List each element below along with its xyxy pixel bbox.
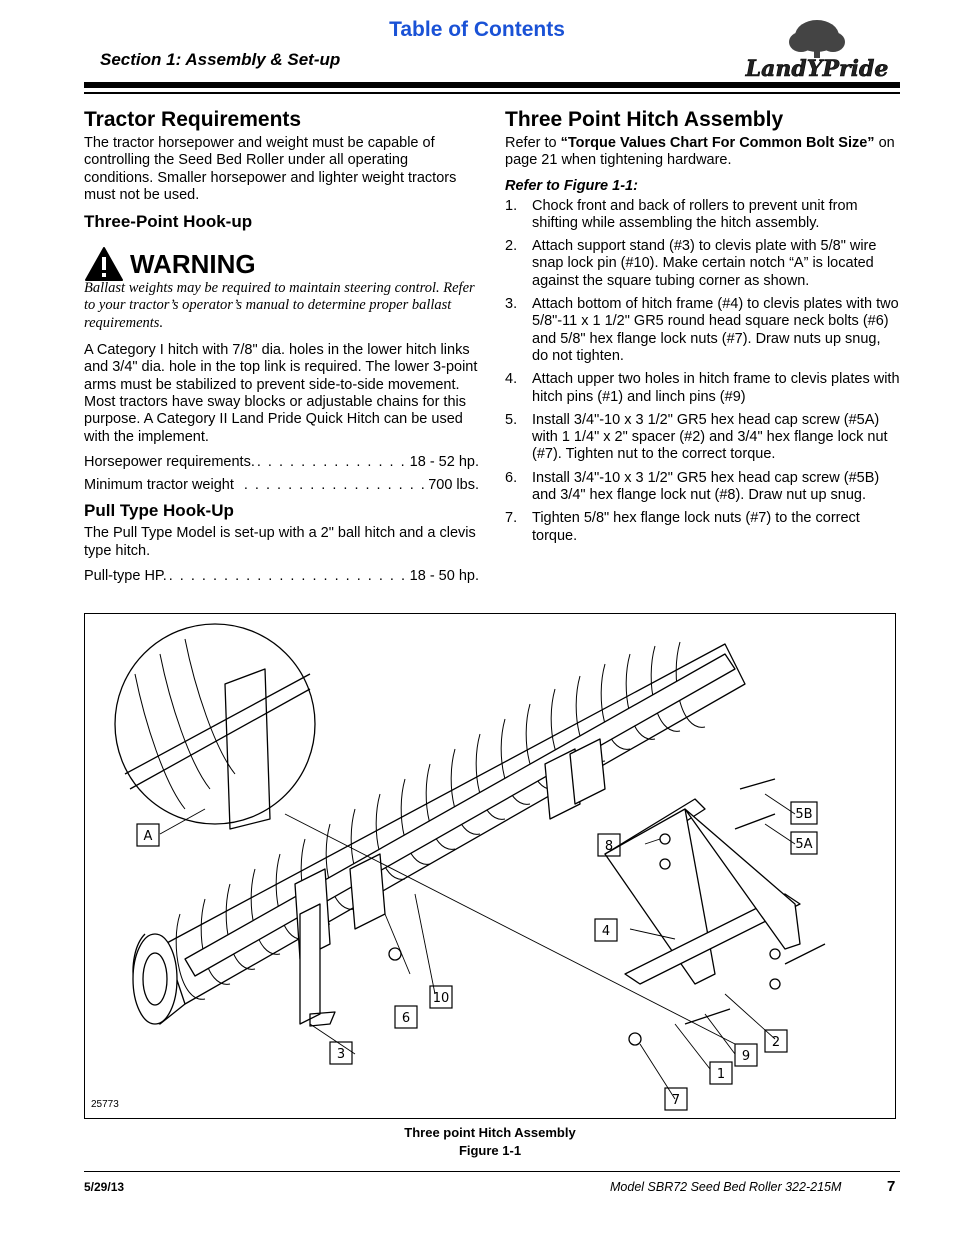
callout-3: 3 <box>336 1047 346 1062</box>
three-point-hookup-heading: Three-Point Hook-up <box>84 212 253 232</box>
spec-dots <box>169 568 408 585</box>
callout-10: 10 <box>432 991 450 1006</box>
hitch-assembly-heading: Three Point Hitch Assembly <box>505 108 784 131</box>
pull-type-text: The Pull Type Model is set-up with a 2" ball hitch and a clevis type hitch. <box>84 525 476 559</box>
warning-header <box>84 246 479 282</box>
step-text: Attach support stand (#3) to clevis plate with 5/8" wire snap lock pin (#10). Make certain notch “A” is located against the square tubing corner as shown. <box>532 238 877 289</box>
figure-label: Figure 1-1 <box>458 1143 522 1158</box>
table-of-contents-link[interactable]: Table of Contents <box>389 18 565 41</box>
callout-1: 1 <box>716 1067 726 1082</box>
warning-title: WARNING <box>130 248 256 279</box>
list-item <box>505 470 900 505</box>
footer-date: 5/29/13 <box>84 1180 125 1194</box>
step-text: Attach bottom of hitch frame (#4) to clevis plates with two 5/8"-11 x 1 1/2" GR5 round head square neck bolts (#6) and 5/8" hex flange lock nuts (#7). Draw nuts up snug, do not tighten. <box>532 296 899 364</box>
step-number: 5. <box>505 411 518 428</box>
list-item <box>505 198 900 233</box>
pull-type-heading: Pull Type Hook-Up <box>84 501 234 521</box>
spec-tractor-weight <box>84 477 479 494</box>
left-column <box>84 108 479 585</box>
refer-figure: Refer to Figure 1-1: <box>505 177 638 194</box>
figure-frame <box>84 613 896 1119</box>
list-item <box>505 510 900 545</box>
tractor-requirements-text: The tractor horsepower and weight must be capable of controlling the Seed Bed Roller under all operating conditions. Smaller horsepower and lighter weight tractors must not be used. <box>84 135 457 203</box>
step-text: Install 3/4"-10 x 3 1/2" GR5 hex head cap screw (#5B) and 3/4" hex flange lock nut (#8). Draw nut up snug. <box>532 469 880 504</box>
spec-dots <box>244 477 426 494</box>
spec-horsepower-label: Horsepower requirements. <box>84 453 255 470</box>
step-text: Tighten 5/8" hex flange lock nuts (#7) to the correct torque. <box>532 510 860 544</box>
step-number: 7. <box>505 510 518 527</box>
callout-7: 7 <box>671 1093 681 1108</box>
step-number: 4. <box>505 371 518 388</box>
spec-pull-label: Pull-type HP. <box>84 568 167 585</box>
warning-text: Ballast weights may be required to maintain steering control. Refer to your tractor’s operator’s manual to determine proper ballast requirements. <box>84 280 475 331</box>
step-text: Attach upper two holes in hitch frame to clevis plates with hitch pins (#1) and linch pins (#9) <box>532 371 900 405</box>
spec-weight-value: 700 lbs. <box>428 477 479 494</box>
callout-6: 6 <box>401 1011 411 1026</box>
figure-number: 25773 <box>91 1099 119 1110</box>
step-number: 2. <box>505 238 518 255</box>
callout-5a: 5A <box>795 837 813 852</box>
header-rule-thin <box>84 92 900 94</box>
figure-caption: Three point Hitch Assembly <box>404 1125 576 1140</box>
spec-pull-value: 18 - 50 hp. <box>409 568 479 585</box>
spec-horsepower-value: 18 - 52 hp. <box>409 453 479 470</box>
land-pride-logo <box>735 18 900 83</box>
spec-horsepower <box>84 454 479 471</box>
warning-triangle-icon <box>84 246 124 282</box>
list-item <box>505 371 900 406</box>
page-number: 7 <box>887 1178 896 1195</box>
svg-text:LandYPride: LandYPride <box>745 56 889 82</box>
tractor-requirements-heading: Tractor Requirements <box>84 108 302 131</box>
spec-weight-label: Minimum tractor weight <box>84 477 234 494</box>
step-number: 3. <box>505 296 518 313</box>
callout-2: 2 <box>771 1035 781 1050</box>
callout-5b: 5B <box>795 807 813 822</box>
category-hitch-text: A Category I hitch with 7/8" dia. holes in the lower hitch links and 3/4" dia. hole in the top link is required. The lower 3-point arms must be stabilized to prevent side-to-side movement. Most tractors have sway blocks or adjustable chains for this purpose. A Category II Land Pride Quick Hitch can be used with the implement. <box>84 342 478 445</box>
list-item <box>505 412 900 464</box>
section-title: Section 1: Assembly & Set-up <box>100 50 341 69</box>
step-text: Install 3/4"-10 x 3 1/2" GR5 hex head cap screw (#5A) with 1 1/4" x 2" spacer (#2) and 3/4" hex flange lock nut (#7). Tighten nut to the correct torque. <box>532 411 888 463</box>
refer-suffix: on page 21 when tightening hardware. <box>505 135 895 169</box>
step-number: 1. <box>505 197 518 214</box>
footer-rule <box>84 1171 900 1172</box>
spec-dots <box>257 454 408 471</box>
header-rule-thick <box>84 82 900 88</box>
right-column <box>505 108 900 551</box>
footer-model: Model SBR72 Seed Bed Roller 322-215M <box>610 1180 842 1194</box>
step-number: 6. <box>505 469 518 486</box>
step-text: Chock front and back of rollers to prevent unit from shifting while assembling the hitch assembly. <box>532 197 858 231</box>
callout-8: 8 <box>604 839 614 854</box>
spec-pull-type-hp <box>84 568 479 585</box>
torque-chart-link[interactable]: “Torque Values Chart For Common Bolt Size” <box>560 135 875 151</box>
hitch-assembly-illustration <box>85 614 895 1118</box>
callout-4: 4 <box>601 924 611 939</box>
list-item <box>505 238 900 290</box>
list-item <box>505 296 900 365</box>
refer-prefix: Refer to <box>505 135 561 151</box>
torque-reference <box>505 135 900 170</box>
callout-a: A <box>143 829 153 844</box>
assembly-steps <box>505 198 900 545</box>
callout-9: 9 <box>741 1049 751 1064</box>
